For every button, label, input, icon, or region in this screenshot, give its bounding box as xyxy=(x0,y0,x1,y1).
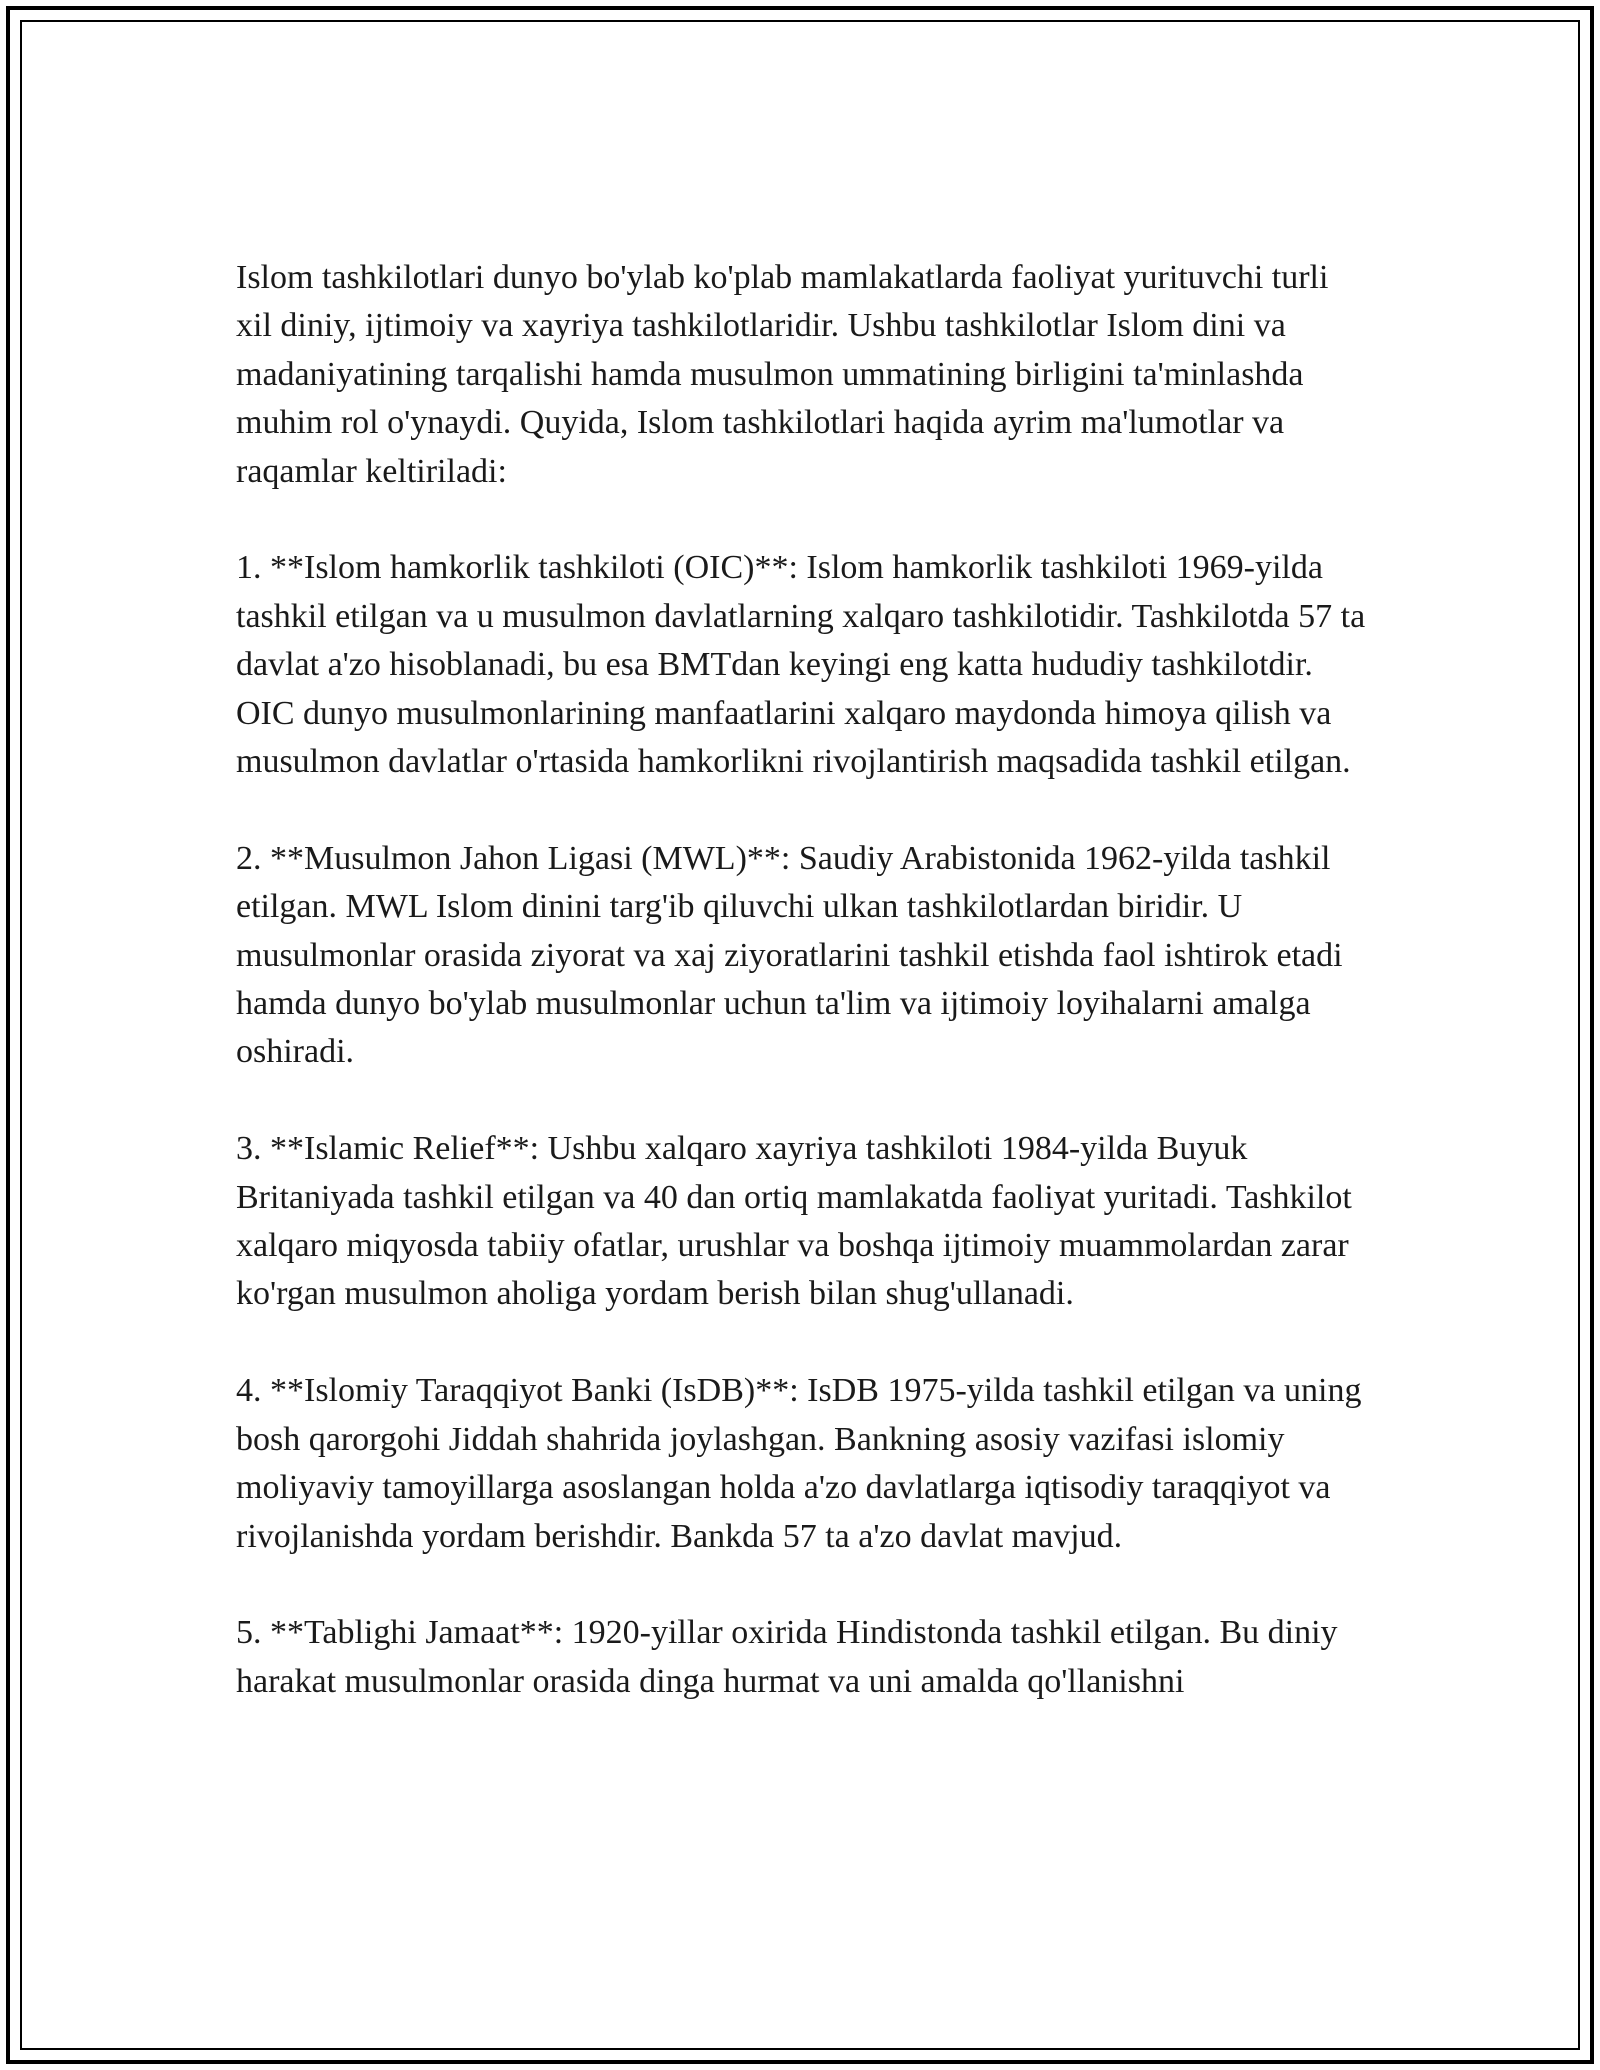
list-item-isdb: 4. **Islomiy Taraqqiyot Banki (IsDB)**: IsDB 1975-yilda tashkil etilgan va uning bosh qarorgohi Jiddah shahrida joylashgan. Bankning asosiy vazifasi islomiy moliyaviy tamoyillarga asoslangan holda a'zo davlatlarga iqtisodiy taraqqiyot va rivojlanishda yordam berishdir. Bankda 57 ta a'zo davlat mavjud. xyxy=(236,1372,1362,1555)
list-item-oic: 1. **Islom hamkorlik tashkiloti (OIC)**: Islom hamkorlik tashkiloti 1969-yilda tashkil etilgan va u musulmon davlatlarning xalqaro tashkilotidir. Tashkilotda 57 ta davlat a'zo hisoblanadi, bu esa BMTdan keyingi eng katta hududiy tashkilotdir. OIC dunyo musulmonlarining manfaatlarini xalqaro maydonda himoya qilish va musulmon davlatlar o'rtasida hamkorlikni rivojlantirish maqsadida tashkil etilgan. xyxy=(236,549,1366,781)
list-item-islamic-relief: 3. **Islamic Relief**: Ushbu xalqaro xayriya tashkiloti 1984-yilda Buyuk Britaniyada tashkil etilgan va 40 dan ortiq mamlakatda faoliyat yuritadi. Tashkilot xalqaro miqyosda tabiiy ofatlar, urushlar va boshqa ijtimoiy muammolardan zarar ko'rgan musulmon aholiga yordam berish bilan shug'ullanadi. xyxy=(236,1130,1352,1313)
document-body xyxy=(236,254,1366,1755)
list-item-mwl: 2. **Musulmon Jahon Ligasi (MWL)**: Saudiy Arabistonida 1962-yilda tashkil etilgan. MWL Islom dinini targ'ib qiluvchi ulkan tashkilotlardan biridir. U musulmonlar orasida ziyorat va xaj ziyoratlarini tashkil etishda faol ishtirok etadi hamda dunyo bo'ylab musulmonlar uchun ta'lim va ijtimoiy loyihalarni amalga oshiradi. xyxy=(236,839,1343,1071)
list-item-tablighi-jamaat: 5. **Tablighi Jamaat**: 1920-yillar oxirida Hindistonda tashkil etilgan. Bu diniy harakat musulmonlar orasida dinga hurmat va uni amalda qo'llanishni xyxy=(236,1614,1338,1700)
intro-paragraph: Islom tashkilotlari dunyo bo'ylab ko'plab mamlakatlarda faoliyat yurituvchi turli xil diniy, ijtimoiy va xayriya tashkilotlaridir. Ushbu tashkilotlar Islom dini va madaniyatining tarqalishi hamda musulmon ummatining birligini ta'minlashda muhim rol o'ynaydi. Quyida, Islom tashkilotlari haqida ayrim ma'lumotlar va raqamlar keltiriladi: xyxy=(236,259,1329,490)
